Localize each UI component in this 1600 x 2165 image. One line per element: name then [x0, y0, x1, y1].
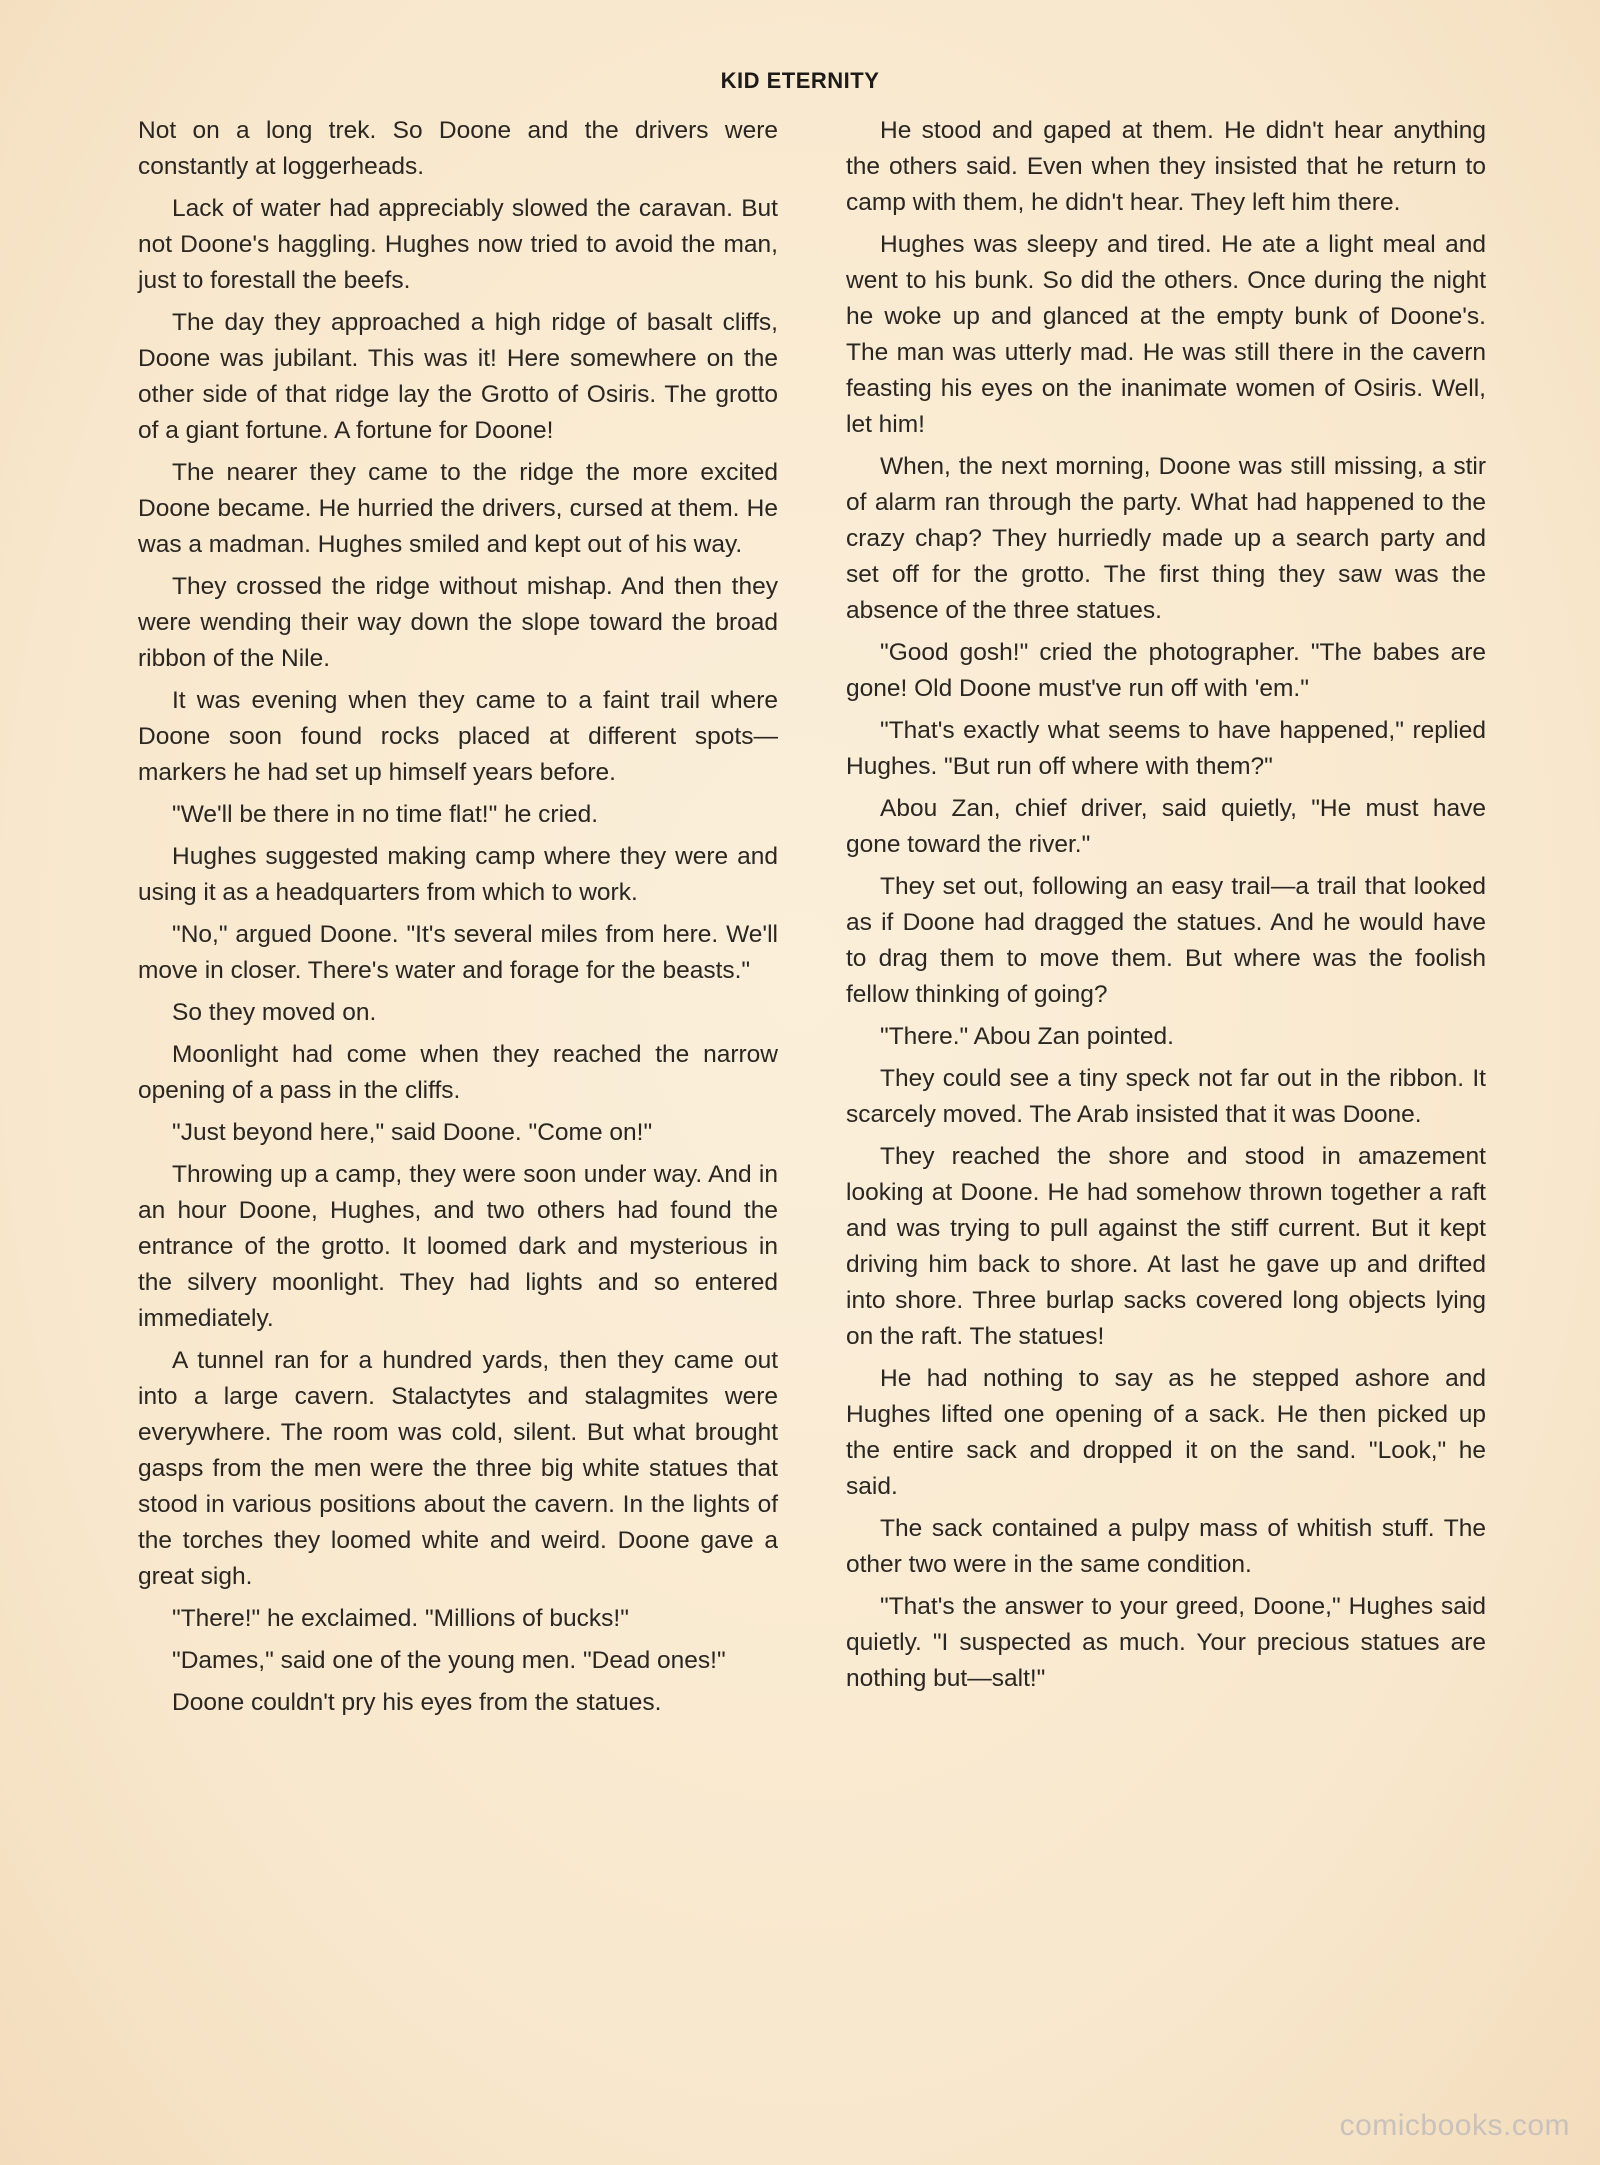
paragraph: Hughes suggested making camp where they were and using it as a headquarters from which to work. [138, 843, 778, 906]
paragraph: "No," argued Doone. "It's several miles from here. We'll move in closer. There's water and forage for the beasts." [138, 921, 778, 984]
paragraph: It was evening when they came to a faint trail where Doone soon found rocks placed at different spots—markers he had set up himself years before. [138, 687, 778, 786]
site-watermark: comicbooks.com [1339, 2109, 1570, 2142]
paragraph: Hughes was sleepy and tired. He ate a light meal and went to his bunk. So did the others. Once during the night he woke up and glanced at the empty bunk of Doone's. The man was utterly mad. He was still there in the cavern feasting his eyes on the inanimate women of Osiris. Well, let him! [846, 231, 1486, 438]
left-text-column [138, 113, 778, 1727]
paragraph: Abou Zan, chief driver, said quietly, "He must have gone toward the river." [846, 795, 1486, 858]
paragraph: They could see a tiny speck not far out in the ribbon. It scarcely moved. The Arab insisted that it was Doone. [846, 1065, 1486, 1128]
paragraph: They set out, following an easy trail—a trail that looked as if Doone had dragged the statues. And he would have to drag them to move them. But where was the foolish fellow thinking of going? [846, 873, 1486, 1008]
right-text-column [846, 113, 1486, 1703]
paragraph: A tunnel ran for a hundred yards, then they came out into a large cavern. Stalactytes and stalagmites were everywhere. The room was cold, silent. But what brought gasps from the men were the three big white statues that stood in various positions about the cavern. In the lights of the torches they loomed white and weird. Doone gave a great sigh. [138, 1347, 778, 1590]
paragraph: Doone couldn't pry his eyes from the statues. [172, 1689, 662, 1716]
paragraph: He had nothing to say as he stepped ashore and Hughes lifted one opening of a sack. He then picked up the entire sack and dropped it on the sand. "Look," he said. [846, 1365, 1486, 1500]
paragraph: Lack of water had appreciably slowed the caravan. But not Doone's haggling. Hughes now tried to avoid the man, just to forestall the beefs. [138, 195, 778, 294]
paragraph: "There!" he exclaimed. "Millions of bucks!" [172, 1605, 629, 1632]
paragraph: They crossed the ridge without mishap. And then they were wending their way down the slope toward the broad ribbon of the Nile. [138, 573, 778, 672]
paragraph: So they moved on. [172, 999, 377, 1026]
page-header-title: KID ETERNITY [720, 68, 880, 93]
paragraph: "We'll be there in no time flat!" he cried. [172, 801, 599, 828]
paragraph: The day they approached a high ridge of basalt cliffs, Doone was jubilant. This was it! Here somewhere on the other side of that ridge lay the Grotto of Osiris. The grotto of a giant fortune. A fortune for Doone! [138, 309, 778, 444]
paragraph: He stood and gaped at them. He didn't hear anything the others said. Even when they insisted that he return to camp with them, he didn't hear. They left him there. [846, 117, 1486, 216]
paragraph: Moonlight had come when they reached the narrow opening of a pass in the cliffs. [138, 1041, 778, 1104]
paragraph: "That's the answer to your greed, Doone," Hughes said quietly. "I suspected as much. Your precious statues are nothing but—salt!" [846, 1593, 1486, 1692]
paragraph: Not on a long trek. So Doone and the drivers were constantly at loggerheads. [138, 117, 778, 180]
paragraph: "Good gosh!" cried the photographer. "The babes are gone! Old Doone must've run off with 'em." [846, 639, 1486, 702]
paragraph: "There." Abou Zan pointed. [880, 1023, 1174, 1050]
paragraph: When, the next morning, Doone was still missing, a stir of alarm ran through the party. What had happened to the crazy chap? They hurriedly made up a search party and set off for the grotto. The first thing they saw was the absence of the three statues. [846, 453, 1486, 624]
paragraph: "Dames," said one of the young men. "Dead ones!" [172, 1647, 726, 1674]
paragraph: "That's exactly what seems to have happened," replied Hughes. "But run off where with them?" [846, 717, 1486, 780]
paragraph: The nearer they came to the ridge the more excited Doone became. He hurried the drivers, cursed at them. He was a madman. Hughes smiled and kept out of his way. [138, 459, 778, 558]
paragraph: "Just beyond here," said Doone. "Come on!" [172, 1119, 653, 1146]
paragraph: The sack contained a pulpy mass of whitish stuff. The other two were in the same condition. [846, 1515, 1486, 1578]
paragraph: Throwing up a camp, they were soon under way. And in an hour Doone, Hughes, and two others had found the entrance of the grotto. It loomed dark and mysterious in the silvery moonlight. They had lights and so entered immediately. [138, 1161, 778, 1332]
paragraph: They reached the shore and stood in amazement looking at Doone. He had somehow thrown together a raft and was trying to pull against the stiff current. But it kept driving him back to shore. At last he gave up and drifted into shore. Three burlap sacks covered long objects lying on the raft. The statues! [846, 1143, 1486, 1350]
